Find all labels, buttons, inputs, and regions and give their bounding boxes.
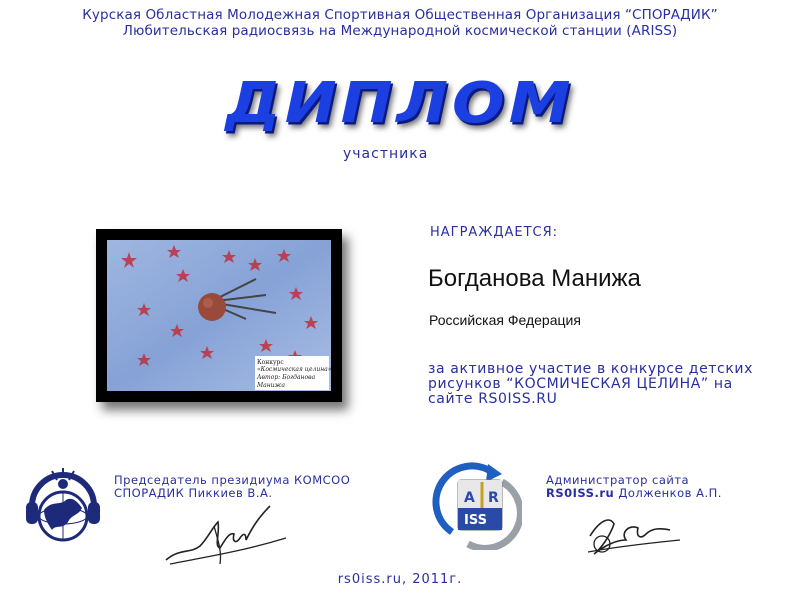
awarded-label: НАГРАЖДАЕТСЯ:	[430, 225, 559, 240]
left-signature	[160, 498, 300, 574]
children-drawing	[96, 229, 342, 402]
right-signatory	[546, 474, 722, 500]
diploma-title: ДИПЛОМ	[225, 69, 575, 136]
caption-line-4: Манижа	[257, 382, 285, 389]
ariss-letter-a: A	[464, 490, 475, 506]
right-signature	[580, 506, 690, 570]
diploma-subtitle: участника	[343, 146, 429, 162]
award-reason: за активное участие в конкурсе детских рисунков “КОСМИЧЕСКАЯ ЦЕЛИНА” на сайте RS0ISS.RU	[428, 361, 753, 407]
recipient-country: Российская Федерация	[429, 312, 581, 328]
ariss-letter-r: R	[488, 490, 499, 506]
recipient-name: Богданова Манижа	[428, 265, 641, 292]
caption-line-3: Автор: Богданова	[257, 374, 316, 381]
drawing-frame	[96, 229, 342, 402]
ariss-logo	[432, 462, 522, 550]
sporadik-logo	[22, 460, 104, 552]
header-line-2: Любительская радиосвязь на Международной космической станции (ARISS)	[122, 23, 678, 39]
right-signatory-site: RS0ISS.ru	[546, 486, 615, 500]
ariss-letters-iss: ISS	[464, 513, 487, 528]
header-line-1: Курская Областная Молодежная Спортивная Общественная Организация “СПОРАДИК”	[82, 7, 718, 23]
right-signatory-line-1: Администратор сайта	[546, 473, 690, 487]
left-signatory-line-2: СПОРАДИК Пиккиев В.А.	[114, 486, 273, 500]
footer: rs0iss.ru, 2011г.	[337, 572, 463, 587]
left-signatory	[114, 474, 350, 500]
caption-line-2: «Космическая целина»	[257, 366, 332, 373]
globe-headphones-icon	[22, 460, 104, 552]
title-wrap	[0, 66, 800, 139]
left-signatory-line-1: Председатель президиума КОМСОО	[114, 473, 351, 487]
caption-line-1: Конкурс	[257, 359, 284, 366]
right-signatory-name: Долженков А.П.	[614, 486, 722, 500]
